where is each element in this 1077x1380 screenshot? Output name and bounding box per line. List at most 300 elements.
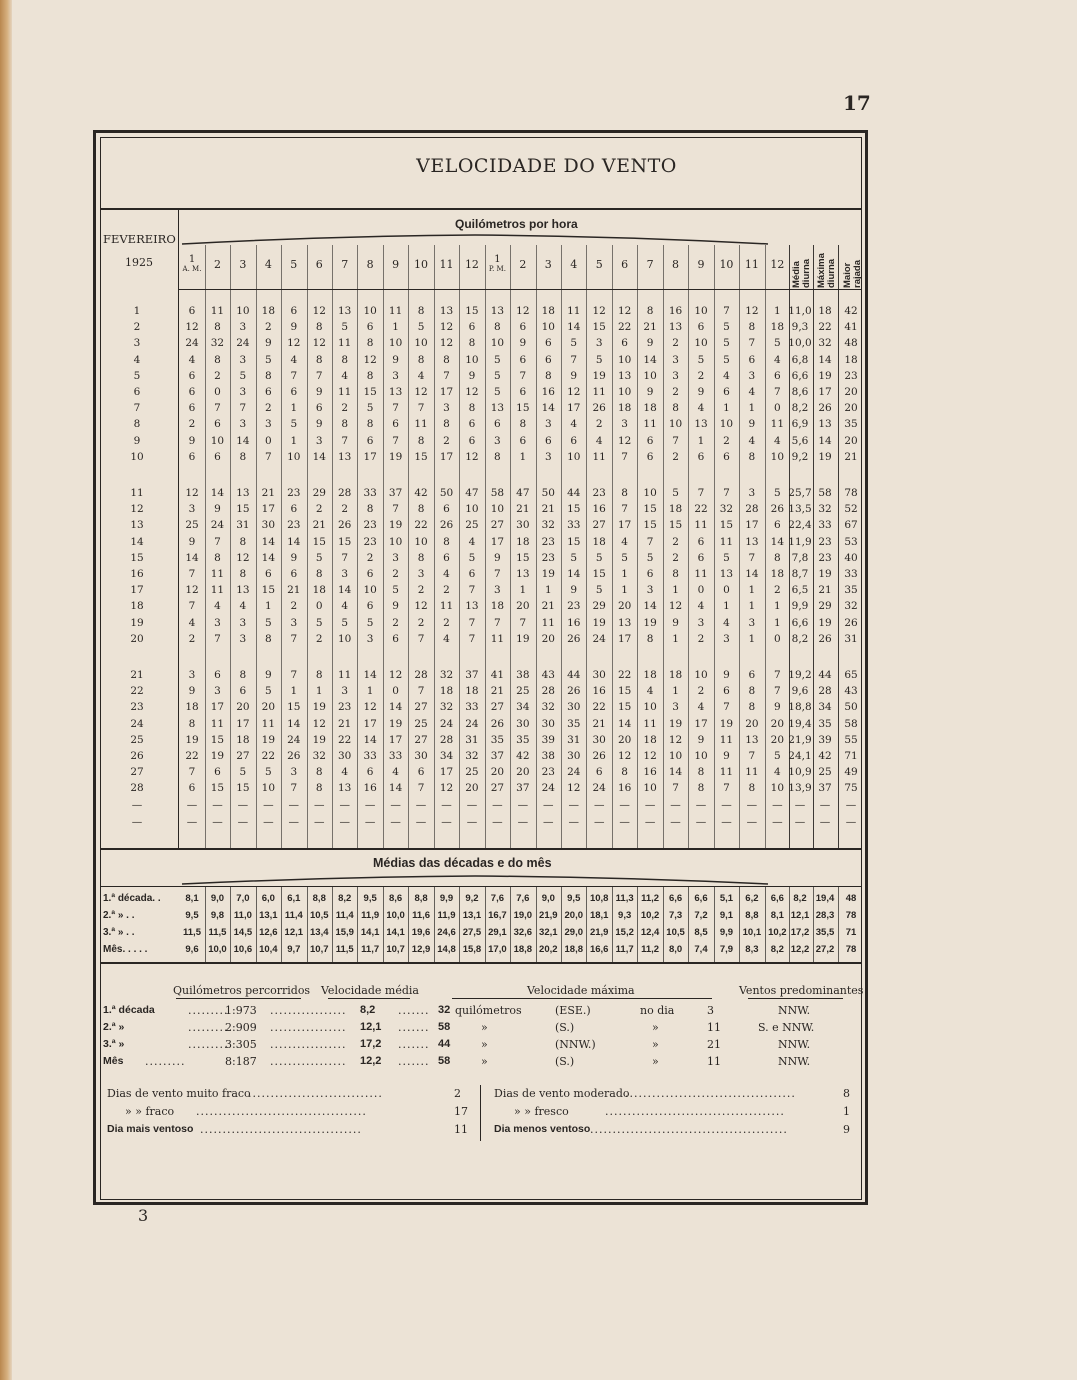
table-cell: 6 <box>214 669 221 681</box>
empty-cell-dash: — <box>415 816 427 829</box>
table-cell: 15 <box>236 503 250 516</box>
avg-header-rule <box>328 998 410 999</box>
table-cell: 8 <box>443 418 450 431</box>
table-cell: 32 <box>818 503 832 516</box>
table-cell: 8 <box>697 766 705 779</box>
summary-cell: 78 <box>845 910 857 921</box>
table-cell: 10 <box>770 450 785 463</box>
table-cell: 30 <box>516 717 530 730</box>
empty-cell-dash: — <box>288 799 300 812</box>
table-cell: 5,6 <box>791 434 809 447</box>
table-cell: 8 <box>417 551 425 564</box>
empty-cell-dash: — <box>415 799 427 812</box>
table-cell: 10 <box>261 782 276 795</box>
day-label: 13 <box>130 519 144 532</box>
table-cell: 13 <box>694 418 708 431</box>
table-cell: 6 <box>290 503 298 516</box>
summary-cell: 11,5 <box>208 927 227 938</box>
table-cell: 15 <box>261 584 276 597</box>
table-cell: 23 <box>844 369 858 382</box>
table-cell: 28 <box>745 503 759 516</box>
table-cell: 5 <box>265 353 272 366</box>
table-cell: 4 <box>774 434 781 447</box>
table-cell: 7 <box>214 632 221 645</box>
summary-cell: 35,5 <box>815 927 835 938</box>
table-cell: 22,4 <box>788 519 812 532</box>
table-cell: 10 <box>414 535 428 548</box>
stats-leader: ................. <box>270 1038 347 1051</box>
summary-cell: 11,9 <box>361 910 380 921</box>
predominant-wind: S. e NNW. <box>758 1021 815 1034</box>
summary-cell: 9,9 <box>439 893 454 904</box>
table-cell: 22 <box>617 321 632 334</box>
table-cell: 7 <box>214 402 221 415</box>
table-cell: 12 <box>592 305 606 317</box>
table-cell: 13 <box>439 305 454 317</box>
table-cell: 24 <box>210 519 225 532</box>
day-label: 12 <box>130 503 144 516</box>
max-header-rule <box>452 998 712 999</box>
table-cell: 12 <box>287 337 301 350</box>
summary-column-rule <box>536 887 537 962</box>
summary-cell: 29,0 <box>564 927 583 938</box>
table-cell: 14 <box>541 402 555 415</box>
table-cell: 15 <box>414 450 428 463</box>
table-cell: 7 <box>468 632 476 645</box>
summary-column-rule <box>739 887 740 962</box>
table-cell: 2 <box>341 503 349 516</box>
summary-column-rule <box>765 887 766 962</box>
hour-header: 2 <box>519 258 527 271</box>
table-cell: 11 <box>694 568 708 580</box>
table-cell: 12 <box>516 305 530 317</box>
stats-leader: ................. <box>270 1055 347 1068</box>
table-cell: 13 <box>617 616 632 629</box>
count-value: 17 <box>454 1105 468 1118</box>
table-cell: 18 <box>668 503 683 516</box>
table-cell: 12 <box>617 750 632 762</box>
table-cell: 13 <box>516 568 530 580</box>
summary-cell: 12,4 <box>640 927 660 938</box>
table-cell: 7 <box>723 487 730 499</box>
table-cell: 17 <box>617 632 632 645</box>
table-cell: 0 <box>315 600 323 613</box>
hour-header: 8 <box>366 258 374 271</box>
table-cell: 6 <box>239 685 247 698</box>
table-cell: 23 <box>541 535 555 548</box>
table-cell: 8 <box>697 782 705 795</box>
empty-cell-dash: — <box>492 799 503 812</box>
table-cell: 17 <box>694 717 708 730</box>
table-cell: 1 <box>723 402 730 415</box>
stat-header: Maior rajada <box>842 260 863 288</box>
table-cell: 7 <box>494 568 501 580</box>
table-cell: 6 <box>774 369 781 382</box>
table-cell: 19 <box>592 369 606 382</box>
summary-cell: 13,4 <box>310 927 329 938</box>
table-cell: 16 <box>668 305 683 317</box>
empty-cell-dash: — <box>543 816 554 829</box>
km-value: 3:305 <box>225 1038 257 1051</box>
summary-cell: 7,6 <box>490 893 504 904</box>
table-cell: 2 <box>723 434 730 447</box>
summary-cell: 7,9 <box>719 944 734 955</box>
stats-leader: ......... <box>188 1021 229 1034</box>
table-cell: 3 <box>214 685 221 698</box>
table-cell: 6 <box>366 600 374 613</box>
table-cell: 17 <box>439 386 454 398</box>
max-direction: (S.) <box>555 1055 575 1068</box>
empty-cell-dash: — <box>364 816 376 829</box>
table-cell: 29 <box>818 600 832 613</box>
count-leader: ........................................ <box>605 1105 785 1118</box>
table-cell: 14 <box>261 551 276 564</box>
table-cell: 18 <box>236 733 250 746</box>
table-cell: 3 <box>188 503 196 516</box>
table-cell: 38 <box>541 750 555 762</box>
table-cell: 17 <box>388 733 403 746</box>
table-cell: 7 <box>468 584 476 597</box>
table-cell: 11 <box>592 386 606 398</box>
table-cell: 10 <box>643 782 657 795</box>
summary-cell: 9,6 <box>185 944 199 955</box>
table-cell: 7 <box>774 669 781 681</box>
table-cell: 24 <box>236 337 250 350</box>
empty-cell-dash: — <box>746 816 758 829</box>
table-cell: 25 <box>185 519 199 532</box>
table-cell: 6 <box>646 568 654 580</box>
table-cell: 14 <box>338 584 352 597</box>
table-cell: 1 <box>392 321 399 334</box>
hour-header: 9 <box>392 258 400 271</box>
table-cell: 25 <box>465 519 479 532</box>
table-cell: 3 <box>723 632 730 645</box>
table-cell: 8 <box>214 321 221 334</box>
table-cell: 6 <box>544 353 552 366</box>
table-cell: 34 <box>516 701 530 714</box>
table-cell: 5 <box>595 584 603 597</box>
hours-group-label: Quilómetros por hora <box>455 217 578 231</box>
table-cell: 20 <box>770 733 785 746</box>
summary-cell: 14,5 <box>233 927 253 938</box>
table-cell: 29 <box>312 487 326 499</box>
table-cell: 0 <box>392 685 399 698</box>
table-cell: 14 <box>617 717 632 730</box>
day-label: 20 <box>130 632 144 645</box>
table-cell: 21 <box>490 685 505 698</box>
table-cell: 24 <box>592 632 606 645</box>
table-cell: 21,9 <box>788 733 812 746</box>
table-cell: 35 <box>818 717 832 730</box>
table-cell: 35 <box>516 733 530 746</box>
table-cell: 20 <box>261 701 276 714</box>
table-cell: 10 <box>490 503 505 516</box>
table-cell: 18 <box>312 584 326 597</box>
summary-cell: 14,8 <box>437 944 456 955</box>
table-cell: 4 <box>188 353 196 366</box>
summary-row-label: 1.ª década. . <box>103 893 161 904</box>
table-cell: 5 <box>621 551 628 564</box>
summary-cell: 6,6 <box>770 893 784 904</box>
table-cell: 18 <box>592 535 606 548</box>
table-cell: 18 <box>643 669 657 681</box>
hour-header: 3 <box>544 258 552 271</box>
hour-header: 10 <box>719 258 734 271</box>
summary-cell: 15,2 <box>615 927 634 938</box>
table-cell: 1 <box>748 584 756 597</box>
empty-cell-dash: — <box>644 816 656 829</box>
table-cell: 25 <box>465 766 479 779</box>
table-cell: 10 <box>643 369 657 382</box>
table-cell: 7 <box>774 685 781 698</box>
table-cell: 2 <box>697 685 705 698</box>
table-cell: 3 <box>748 616 756 629</box>
table-cell: 21 <box>338 717 352 730</box>
day-label: 8 <box>133 418 141 431</box>
table-cell: 13 <box>490 305 505 317</box>
table-cell: 50 <box>541 487 555 499</box>
table-cell: 11 <box>592 450 606 463</box>
table-cell: 1 <box>748 402 756 415</box>
table-cell: 11 <box>541 616 555 629</box>
table-cell: 21 <box>541 600 555 613</box>
table-cell: 5 <box>570 337 578 350</box>
table-cell: 6 <box>697 535 705 548</box>
table-cell: 4 <box>443 632 450 645</box>
table-cell: 13 <box>490 402 505 415</box>
table-cell: 8 <box>341 418 349 431</box>
table-cell: 26 <box>439 519 454 532</box>
table-cell: 7 <box>341 434 349 447</box>
table-cell: 3 <box>239 632 247 645</box>
empty-cell-dash: — <box>212 799 223 812</box>
table-cell: 7 <box>774 386 781 398</box>
summary-cell: 19,6 <box>411 927 431 938</box>
max-direction: (S.) <box>555 1021 575 1034</box>
table-cell: 19 <box>818 616 832 629</box>
table-cell: 10 <box>668 418 683 431</box>
table-cell: 7 <box>188 568 196 580</box>
table-cell: 26 <box>818 632 832 645</box>
table-cell: 8 <box>443 353 450 366</box>
table-cell: 7 <box>748 551 756 564</box>
table-cell: 6 <box>468 321 476 334</box>
summary-cell: 24,6 <box>437 927 456 938</box>
table-cell: 3 <box>646 584 654 597</box>
empty-cell-dash: — <box>619 816 630 829</box>
table-cell: 11 <box>770 418 785 431</box>
table-cell: 7 <box>570 353 578 366</box>
table-cell: 1 <box>774 600 781 613</box>
table-cell: 44 <box>567 487 581 499</box>
table-cell: 5 <box>315 616 323 629</box>
stats-leader: ......... <box>145 1055 186 1068</box>
table-cell: 31 <box>567 733 581 746</box>
year-label: 1925 <box>125 256 153 269</box>
summary-cell: 11,7 <box>361 944 380 955</box>
summary-cell: 7,4 <box>694 944 708 955</box>
table-cell: 2 <box>672 337 679 350</box>
table-cell: 3 <box>595 337 603 350</box>
day-label: 22 <box>130 685 144 698</box>
table-cell: 9 <box>214 503 221 516</box>
table-cell: 9,2 <box>791 450 809 463</box>
table-cell: 13 <box>719 568 734 580</box>
day-label: 10 <box>130 450 144 463</box>
summary-cell: 17,0 <box>488 944 507 955</box>
table-cell: 19 <box>818 450 832 463</box>
table-cell: 19 <box>541 568 555 580</box>
table-cell: 4 <box>290 353 298 366</box>
table-cell: 31 <box>236 519 250 532</box>
table-cell: 18 <box>818 305 832 317</box>
table-cell: 34 <box>439 750 454 762</box>
table-cell: 7 <box>672 434 679 447</box>
table-cell: 17 <box>490 535 505 548</box>
table-cell: 11 <box>261 717 276 730</box>
table-cell: 14 <box>363 669 377 681</box>
table-cell: 8,6 <box>791 386 809 398</box>
table-cell: 32 <box>312 750 326 762</box>
table-cell: 6 <box>214 418 221 431</box>
table-cell: 5 <box>265 766 272 779</box>
table-cell: 10 <box>643 701 657 714</box>
summary-cell: 18,1 <box>589 910 609 921</box>
table-cell: 8 <box>646 305 654 317</box>
table-cell: 8 <box>621 766 628 779</box>
table-cell: 10 <box>541 321 555 334</box>
table-cell: 25 <box>818 766 832 779</box>
table-cell: 19 <box>643 616 657 629</box>
table-cell: 8 <box>748 782 756 795</box>
table-cell: 7 <box>188 766 196 779</box>
summary-column-rule <box>688 887 689 962</box>
table-cell: 19 <box>312 733 326 746</box>
table-cell: 33 <box>363 487 377 499</box>
table-cell: 2 <box>188 632 196 645</box>
table-cell: 7 <box>697 487 705 499</box>
stats-row-label: 1.ª década <box>103 1004 155 1016</box>
table-cell: 15 <box>668 519 683 532</box>
summary-cell: 19,0 <box>513 910 533 921</box>
table-cell: 6 <box>723 685 730 698</box>
table-cell: 20 <box>617 733 632 746</box>
table-cell: 24 <box>465 717 479 730</box>
summary-column-rule <box>434 887 435 962</box>
table-cell: 5 <box>774 487 781 499</box>
table-cell: 2 <box>697 369 705 382</box>
table-cell: 12 <box>312 717 326 730</box>
day-label: 2 <box>133 321 141 334</box>
table-cell: 34 <box>818 701 832 714</box>
day-label: 18 <box>130 600 144 613</box>
table-cell: 18 <box>617 402 632 415</box>
summary-cell: 11,2 <box>641 944 660 955</box>
table-cell: 6 <box>188 369 196 382</box>
day-label: 4 <box>133 353 141 366</box>
table-cell: 27 <box>414 701 428 714</box>
table-cell: 7 <box>621 503 628 516</box>
table-cell: 22 <box>261 750 276 762</box>
pred-header: Ventos predominantes <box>739 984 864 997</box>
summary-cell: 20,2 <box>539 944 558 955</box>
table-cell: 7 <box>290 632 298 645</box>
table-cell: 6 <box>570 434 578 447</box>
empty-cell-dash: — <box>772 799 783 812</box>
count-value: 2 <box>454 1087 461 1100</box>
table-cell: 8 <box>315 766 323 779</box>
table-cell: 10 <box>490 337 505 350</box>
day-label: 9 <box>133 434 141 447</box>
table-cell: 19,4 <box>788 717 812 730</box>
empty-cell-dash: — <box>263 816 274 829</box>
table-cell: 18 <box>261 305 276 317</box>
empty-cell-dash: — <box>721 816 732 829</box>
table-cell: 33 <box>363 750 377 762</box>
table-cell: 6 <box>697 321 705 334</box>
table-cell: 6 <box>621 337 628 350</box>
table-cell: 11 <box>567 305 581 317</box>
table-cell: 30 <box>541 717 555 730</box>
table-cell: 17 <box>439 766 454 779</box>
day-label: 19 <box>130 616 144 629</box>
summary-cell: 9,5 <box>567 893 581 904</box>
summary-cell: 10,1 <box>742 927 762 938</box>
table-cell: 49 <box>844 766 858 779</box>
summary-column-rule <box>663 887 664 962</box>
table-cell: 20 <box>465 782 479 795</box>
table-cell: 4 <box>723 369 730 382</box>
table-cell: 1 <box>315 685 323 698</box>
table-cell: 33 <box>818 519 832 532</box>
table-cell: 6 <box>392 632 399 645</box>
summary-cell: 12,6 <box>259 927 278 938</box>
summary-brace <box>180 874 770 886</box>
table-cell: 17 <box>617 519 632 532</box>
count-value: 8 <box>843 1087 850 1100</box>
table-cell: 18 <box>490 600 505 613</box>
summary-cell: 9,8 <box>210 910 225 921</box>
table-cell: 65 <box>844 669 858 681</box>
table-cell: 2 <box>443 616 450 629</box>
table-cell: 14 <box>818 434 832 447</box>
summary-cell: 11,7 <box>615 944 634 955</box>
table-cell: 23 <box>287 487 301 499</box>
table-cell: 2 <box>417 584 425 597</box>
page-title: VELOCIDADE DO VENTO <box>416 155 677 177</box>
table-cell: 26 <box>567 685 581 698</box>
table-cell: 9 <box>315 386 323 398</box>
summary-column-rule <box>510 887 511 962</box>
table-cell: 9 <box>188 434 196 447</box>
table-cell: 12 <box>363 353 377 366</box>
table-cell: 19 <box>818 369 832 382</box>
hour-header: 3 <box>239 258 247 271</box>
table-cell: 26 <box>338 519 352 532</box>
empty-cell-dash: — <box>237 816 249 829</box>
summary-cell: 11,2 <box>641 893 660 904</box>
empty-cell-dash: — <box>441 799 452 812</box>
summary-column-rule <box>408 887 409 962</box>
table-cell: 12 <box>465 450 479 463</box>
table-cell: 13 <box>338 450 352 463</box>
table-cell: 15 <box>567 535 581 548</box>
count-leader: ............................................ <box>590 1123 788 1136</box>
table-cell: 19,2 <box>788 669 812 681</box>
table-cell: 23 <box>541 551 555 564</box>
count-label: » » fraco <box>125 1105 175 1118</box>
table-cell: 28 <box>338 487 352 499</box>
